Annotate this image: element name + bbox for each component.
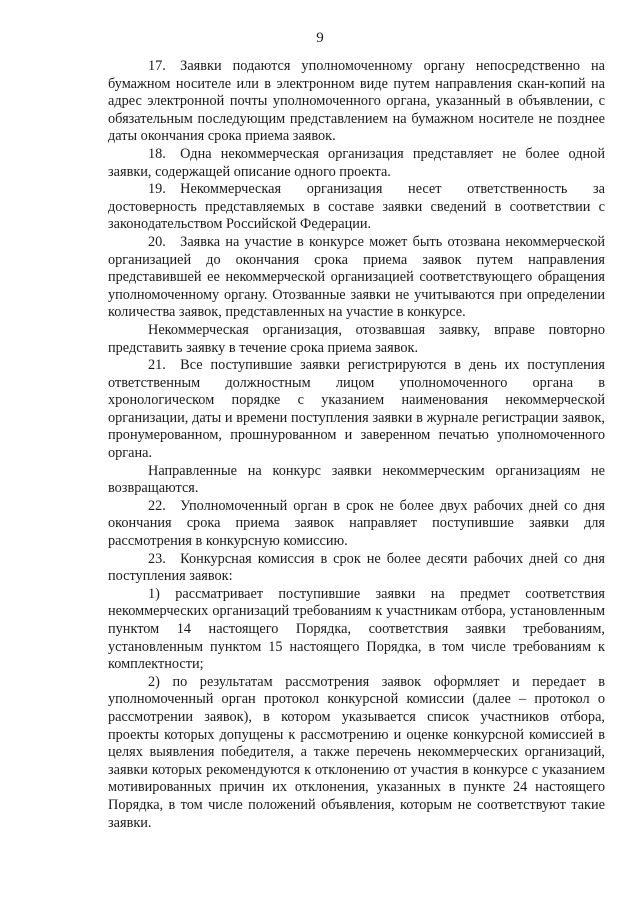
document-body <box>108 58 605 832</box>
paragraph-20: 20. Заявка на участие в конкурсе может быть отозвана некоммерческой организацией до окончания срока приема заявок путем направления представившей ее некоммерческой организацией соответствующего обращения уполномоченному органу. Отозванные заявки не учитываются при определении количества заявок, представленных на участие в конкурсе. <box>108 233 605 321</box>
paragraph-23-item-2: 2) по результатам рассмотрения заявок оформляет и передает в уполномоченный орган протокол конкурсной комиссии (далее – протокол о рассмотрении заявок), в котором указывается список участников отбора, проекты которых допущены к рассмотрению и оценке конкурсной комиссией в целях выявления победителя, а также перечень некоммерческих организаций, заявки которых рекомендуются к отклонению от участия в конкурсе с указанием мотивированных причин их отклонения, указанных в пункте 24 настоящего Порядка, в том числе положений объявления, которым не соответствуют такие заявки. <box>108 673 605 831</box>
paragraph-19: 19. Некоммерческая организация несет ответственность за достоверность представляемых в составе заявки сведений в соответствии с законодательством Российской Федерации. <box>108 181 605 233</box>
paragraph-21: 21. Все поступившие заявки регистрируются в день их поступления ответственным должностным лицом уполномоченного органа в хронологическом порядке с указанием наименования некоммерческой организации, даты и времени поступления заявки в журнале регистрации заявок, пронумерованном, прошнурованном и заверенном печатью уполномоченного органа. <box>108 357 605 462</box>
paragraph-20-continuation: Некоммерческая организация, отозвавшая заявку, вправе повторно представить заявку в течение срока приема заявок. <box>108 321 605 356</box>
paragraph-17: 17. Заявки подаются уполномоченному органу непосредственно на бумажном носителе или в электронном виде путем направления скан-копий на адрес электронной почты уполномоченного органа, указанный в объявлении, с обязательным последующим представлением на бумажном носителе не позднее даты окончания срока приема заявок. <box>108 58 605 145</box>
paragraph-23: 23. Конкурсная комиссия в срок не более десяти рабочих дней со дня поступления заявок: <box>108 550 605 585</box>
paragraph-22: 22. Уполномоченный орган в срок не более двух рабочих дней со дня окончания срока приема заявок направляет поступившие заявки для рассмотрения в конкурсную комиссию. <box>108 497 605 550</box>
paragraph-23-item-1: 1) рассматривает поступившие заявки на предмет соответствия некоммерческих организаций требованиям к участникам отбора, установленным пунктом 14 настоящего Порядка, соответствия заявки требованиям, установленным пунктом 15 настоящего Порядка, в том числе требованиям к комплектности; <box>108 585 605 673</box>
page-number: 9 <box>316 30 324 46</box>
paragraph-21-continuation: Направленные на конкурс заявки некоммерческим организациям не возвращаются. <box>108 462 605 497</box>
paragraph-18: 18. Одна некоммерческая организация представляет не более одной заявки, содержащей описание одного проекта. <box>108 145 605 180</box>
